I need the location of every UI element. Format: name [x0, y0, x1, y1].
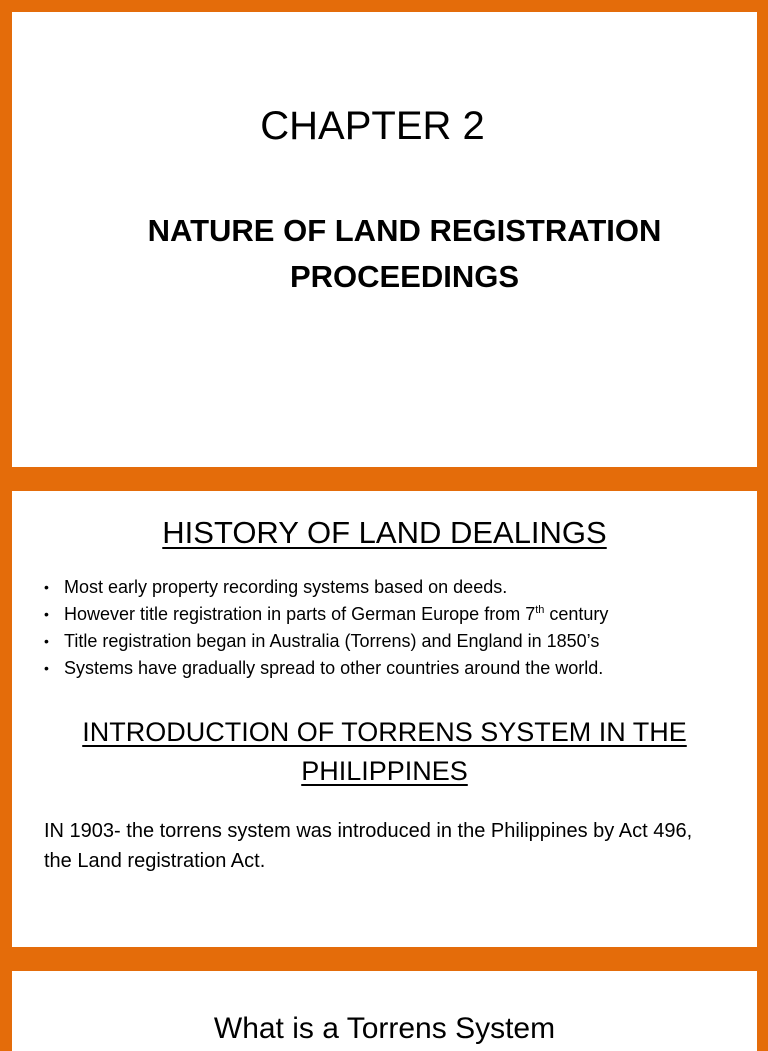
- slide-torrens-system: [12, 971, 757, 1051]
- slide-chapter: [12, 12, 757, 467]
- bullet-text-after: century: [544, 604, 609, 624]
- bullet-item: [42, 655, 747, 682]
- bullet-item: [42, 628, 747, 655]
- history-bullet-list: [42, 574, 747, 682]
- bullet-text: Title registration began in Australia (Torrens) and England in 1850’s: [64, 631, 600, 651]
- bullet-superscript: th: [535, 604, 545, 616]
- bullet-icon: •: [44, 633, 49, 649]
- chapter-subtitle: NATURE OF LAND REGISTRATION PROCEEDINGS: [147, 213, 662, 294]
- chapter-title: CHAPTER 2: [260, 104, 485, 148]
- bullet-text: Systems have gradually spread to other countries around the world.: [64, 658, 604, 678]
- bullet-item: [42, 574, 747, 601]
- torrens-intro-paragraph: IN 1903- the torrens system was introduced in the Philippines by Act 496, the Land registration Act.: [44, 820, 693, 872]
- torrens-intro-heading: INTRODUCTION OF TORRENS SYSTEM IN THE PHILIPPINES: [82, 717, 687, 786]
- bullet-icon: •: [44, 660, 49, 676]
- history-title: HISTORY OF LAND DEALINGS: [162, 515, 607, 550]
- bullet-item: [42, 601, 747, 628]
- bullet-icon: •: [44, 606, 49, 622]
- bullet-text: However title registration in parts of German Europe from 7: [64, 604, 536, 624]
- slide-history: [12, 491, 757, 947]
- torrens-system-title: What is a Torrens System: [213, 1012, 556, 1045]
- bullet-text: Most early property recording systems based on deeds.: [64, 577, 508, 597]
- bullet-icon: •: [44, 579, 49, 595]
